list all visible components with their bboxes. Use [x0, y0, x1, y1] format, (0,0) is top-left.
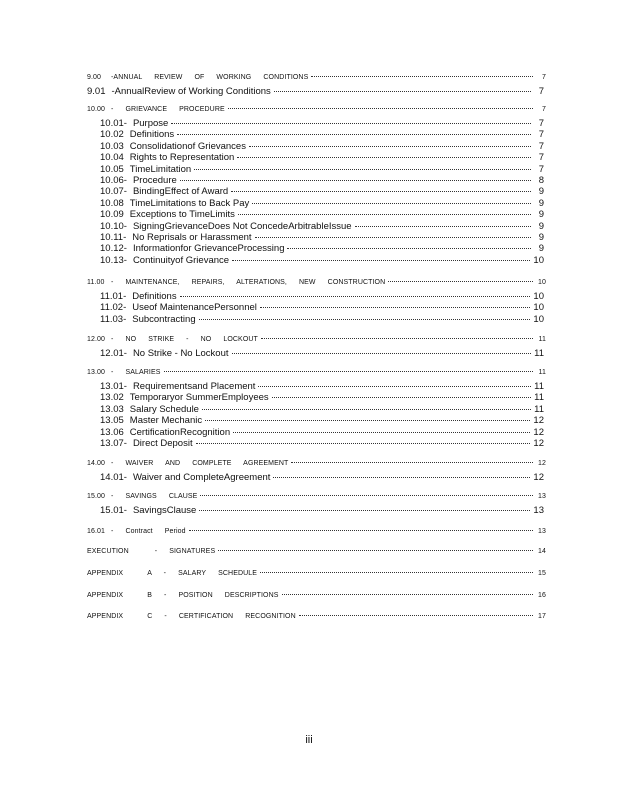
toc-section-10 [0, 106, 618, 266]
entry-page: 10 [533, 313, 544, 325]
dot-leader [299, 615, 533, 616]
heading-number: EXECUTION [87, 548, 129, 555]
heading-number: 14.00 [87, 460, 106, 467]
entry-page: 11 [534, 392, 544, 404]
toc-entry [0, 255, 618, 266]
heading-page: 7 [542, 106, 546, 113]
entry-page: 7 [538, 140, 544, 152]
toc-section-9 [0, 74, 618, 97]
dot-leader [272, 397, 531, 398]
entry-page: 9 [538, 243, 544, 255]
dot-leader [205, 420, 530, 421]
toc-entry [0, 129, 618, 140]
entry-number: 10.08 [100, 197, 124, 209]
entry-number: 13.06 [100, 426, 124, 438]
toc-heading [0, 493, 618, 505]
entry-number: 10.11- [100, 231, 127, 243]
toc-heading [0, 460, 618, 472]
toc-heading [0, 336, 618, 348]
dot-leader [260, 307, 531, 308]
entry-page: 12 [533, 426, 544, 438]
dot-leader [199, 319, 531, 320]
entry-page: 9 [538, 231, 544, 243]
heading-page: 13 [538, 493, 546, 500]
heading-page: 10 [538, 279, 546, 286]
heading-title: A - SALARY SCHEDULE [147, 570, 258, 577]
entry-number: 11.03- [100, 313, 127, 325]
toc-entry [0, 164, 618, 175]
heading-page: 15 [538, 570, 546, 577]
toc-heading [0, 548, 618, 560]
entry-title: Continuityof Grievance [132, 254, 230, 266]
heading-title: - SIGNATURES [154, 548, 216, 555]
heading-title: - MAINTENANCE, REPAIRS, ALTERATIONS, NEW CONSTRUCTION [111, 279, 386, 286]
toc-entry [0, 175, 618, 186]
dot-leader [261, 338, 533, 339]
entry-page: 12 [533, 472, 544, 483]
dot-leader [232, 353, 531, 354]
toc-section-appendix-b [0, 592, 618, 604]
entry-title: No Reprisals or Harassment [132, 231, 252, 243]
entry-page: 9 [538, 209, 544, 221]
entry-page: 12 [533, 437, 544, 449]
entry-title: TimeLimitation [129, 163, 192, 175]
entry-number: 10.01- [100, 118, 127, 129]
dot-leader [231, 191, 531, 192]
entry-number: 13.01- [100, 381, 127, 392]
heading-number: 9.00 [87, 74, 102, 81]
heading-number: 15.00 [87, 493, 106, 500]
entry-title: Purpose [132, 118, 169, 129]
toc-entry [0, 404, 618, 415]
toc-section-appendix-c [0, 613, 618, 625]
dot-leader [194, 169, 531, 170]
entry-page: 9 [538, 186, 544, 198]
toc-entry [0, 302, 618, 313]
toc-section-16 [0, 528, 618, 540]
entry-page: 7 [538, 152, 544, 164]
dot-leader [238, 214, 531, 215]
heading-page: 16 [538, 592, 546, 599]
dot-leader [282, 594, 534, 595]
entry-number: 10.06- [100, 174, 127, 186]
heading-page: 17 [538, 613, 546, 620]
dot-leader [249, 146, 531, 147]
heading-page: 11 [538, 369, 546, 376]
toc-section-11 [0, 279, 618, 325]
dot-leader [388, 281, 533, 282]
entry-page: 12 [533, 415, 544, 427]
heading-title: - Contract Period [111, 528, 186, 535]
entry-page: 13 [533, 505, 544, 516]
entry-page: 9 [538, 220, 544, 232]
dot-leader [274, 91, 531, 92]
entry-title: No Strike - No Lockout [132, 348, 229, 359]
entry-page: 7 [538, 86, 544, 97]
dot-leader [273, 477, 530, 478]
entry-number: 10.13- [100, 254, 127, 266]
entry-title: -AnnualReview of Working Conditions [111, 86, 271, 97]
dot-leader [218, 550, 533, 551]
entry-number: 10.12- [100, 243, 127, 255]
entry-page: 7 [538, 129, 544, 141]
entry-number: 13.02 [100, 392, 124, 404]
entry-title: Requirementsand Placement [132, 381, 256, 392]
toc-entry [0, 243, 618, 254]
entry-title: Direct Deposit [132, 437, 193, 449]
toc-section-15 [0, 493, 618, 516]
entry-title: CertificationRecognition [129, 426, 231, 438]
entry-title: Subcontracting [132, 313, 196, 325]
dot-leader [291, 462, 533, 463]
dot-leader [311, 76, 533, 77]
entry-number: 15.01- [100, 505, 127, 516]
toc-heading [0, 74, 618, 86]
dot-leader [252, 203, 531, 204]
entry-title: Useof MaintenancePersonnel [132, 302, 257, 314]
entry-number: 10.05 [100, 163, 124, 175]
entry-number: 10.09 [100, 209, 124, 221]
toc-entry [0, 152, 618, 163]
entry-number: 11.01- [100, 291, 127, 302]
entry-title: Rights to Representation [129, 152, 235, 164]
entry-title: BindingEffect of Award [132, 186, 229, 198]
dot-leader [180, 180, 531, 181]
toc-entry [0, 232, 618, 243]
dot-leader [255, 237, 531, 238]
dot-leader [199, 510, 530, 511]
heading-number: 16.01 [87, 528, 106, 535]
toc-entry [0, 415, 618, 426]
entry-title: Definitions [132, 291, 177, 302]
toc-entry [0, 505, 618, 516]
toc-entry [0, 209, 618, 220]
entry-title: Waiver and CompleteAgreement [132, 472, 271, 483]
heading-number: APPENDIX [87, 570, 124, 577]
entry-number: 10.04 [100, 152, 124, 164]
toc-entry [0, 314, 618, 325]
dot-leader [196, 443, 531, 444]
heading-page: 7 [542, 74, 546, 81]
toc-entry [0, 221, 618, 232]
dot-leader [164, 371, 533, 372]
entry-title: Master Mechanic [129, 415, 203, 427]
entry-number: 13.05 [100, 415, 124, 427]
toc-section-appendix-a [0, 570, 618, 582]
entry-title: Salary Schedule [129, 403, 199, 415]
toc-heading [0, 570, 618, 582]
dot-leader [355, 226, 531, 227]
heading-page: 11 [538, 336, 546, 343]
toc-heading [0, 613, 618, 625]
dot-leader [202, 409, 531, 410]
toc-entry [0, 438, 618, 449]
toc-entry [0, 472, 618, 483]
dot-leader [177, 134, 531, 135]
heading-number: 12.00 [87, 336, 106, 343]
heading-page: 14 [538, 548, 546, 555]
heading-title: C - CERTIFICATION RECOGNITION [147, 613, 296, 620]
toc-heading [0, 528, 618, 540]
dot-leader [232, 260, 530, 261]
toc-entry [0, 186, 618, 197]
page-number: iii [305, 734, 313, 746]
entry-number: 10.03 [100, 140, 124, 152]
dot-leader [189, 530, 533, 531]
entry-title: Informationfor GrievanceProcessing [132, 243, 285, 255]
heading-title: - GRIEVANCE PROCEDURE [111, 106, 225, 113]
toc-entry [0, 427, 618, 438]
entry-page: 7 [538, 118, 544, 129]
toc-entry [0, 118, 618, 129]
entry-page: 9 [538, 197, 544, 209]
toc-section-execution [0, 548, 618, 560]
heading-title: - WAIVER AND COMPLETE AGREEMENT [111, 460, 289, 467]
toc-heading [0, 106, 618, 118]
dot-leader [171, 123, 531, 124]
entry-number: 14.01- [100, 472, 127, 483]
entry-title: Exceptions to TimeLimits [129, 209, 235, 221]
toc-section-12 [0, 336, 618, 359]
toc-entry [0, 198, 618, 209]
entry-title: Procedure [132, 174, 177, 186]
entry-title: Temporaryor SummerEmployees [129, 392, 269, 404]
dot-leader [237, 157, 531, 158]
dot-leader [200, 495, 533, 496]
entry-page: 11 [534, 381, 544, 392]
entry-page: 10 [533, 254, 544, 266]
heading-title: - SALARIES [111, 369, 161, 376]
entry-page: 8 [538, 174, 544, 186]
toc-entry [0, 291, 618, 302]
entry-page: 7 [538, 163, 544, 175]
heading-number: 11.00 [87, 279, 105, 286]
entry-title: TimeLimitations to Back Pay [129, 197, 250, 209]
entry-number: 13.03 [100, 403, 124, 415]
entry-number: 10.02 [100, 129, 124, 141]
heading-title: - NO STRIKE - NO LOCKOUT [111, 336, 258, 343]
heading-title: -ANNUAL REVIEW OF WORKING CONDITIONS [111, 74, 309, 81]
entry-number: 10.07- [100, 186, 127, 198]
toc-section-13 [0, 369, 618, 449]
toc-entry [0, 86, 618, 97]
heading-page: 12 [538, 460, 546, 467]
heading-number: APPENDIX [87, 613, 124, 620]
entry-number: 9.01 [87, 86, 106, 97]
heading-number: 13.00 [87, 369, 106, 376]
entry-page: 10 [533, 291, 544, 302]
toc-entry [0, 348, 618, 359]
entry-title: SigningGrievanceDoes Not ConcedeArbitrableIssue [132, 220, 352, 232]
dot-leader [233, 432, 530, 433]
toc-entry [0, 392, 618, 403]
toc-heading [0, 592, 618, 604]
dot-leader [260, 572, 533, 573]
heading-title: - SAVINGS CLAUSE [111, 493, 198, 500]
entry-number: 10.10- [100, 220, 127, 232]
heading-number: APPENDIX [87, 592, 124, 599]
entry-number: 11.02- [100, 302, 127, 314]
dot-leader [180, 296, 531, 297]
entry-title: Consolidationof Grievances [129, 140, 246, 152]
entry-page: 11 [534, 403, 544, 415]
heading-title: B - POSITION DESCRIPTIONS [147, 592, 279, 599]
dot-leader [287, 248, 531, 249]
entry-page: 10 [533, 302, 544, 314]
heading-page: 13 [538, 528, 546, 535]
toc-entry [0, 381, 618, 392]
entry-number: 13.07- [100, 437, 127, 449]
toc-entry [0, 141, 618, 152]
toc-section-14 [0, 460, 618, 483]
dot-leader [228, 108, 533, 109]
heading-number: 10.00 [87, 106, 106, 113]
entry-number: 12.01- [100, 348, 127, 359]
dot-leader [258, 386, 531, 387]
toc-heading [0, 369, 618, 381]
entry-title: SavingsClause [132, 505, 197, 516]
entry-page: 11 [534, 348, 544, 359]
toc-heading [0, 279, 618, 291]
entry-title: Definitions [129, 129, 175, 141]
